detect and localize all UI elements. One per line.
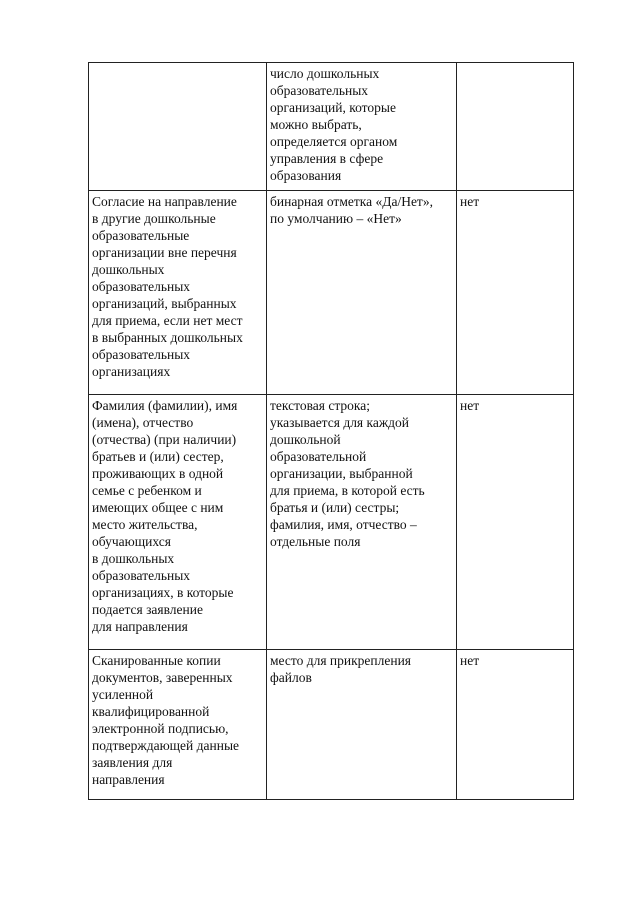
- field-format-cell: [267, 395, 457, 650]
- field-required-text: нет: [460, 194, 480, 209]
- table-row: [89, 395, 574, 650]
- field-format-cell: [267, 650, 457, 800]
- requirements-table: [88, 62, 574, 800]
- field-required-cell: [457, 650, 574, 800]
- field-name-cell: [89, 650, 267, 800]
- field-required-cell: [457, 395, 574, 650]
- field-name-text: Фамилия (фамилии), имя (имена), отчество (отчества) (при наличии) братьев и (или) сестер, проживающих в одной семье с ребенком и имеющих общее с ним место жительства, обучающихся в дошкольных образовательных организациях, в которые подается заявление для направления: [92, 398, 238, 634]
- field-format-text: число дошкольных образовательных организаций, которые можно выбрать, определяется органом управления в сфере образования: [270, 66, 398, 183]
- field-name-text: Согласие на направление в другие дошкольные образовательные организации вне перечня дошкольных образовательных организаций, выбранных для приема, если нет мест в выбранных дошкольных образовательных организациях: [92, 194, 243, 379]
- field-name-cell: [89, 63, 267, 191]
- field-required-text: нет: [460, 653, 480, 668]
- field-required-cell: [457, 63, 574, 191]
- table-row: [89, 63, 574, 191]
- field-name-cell: [89, 191, 267, 395]
- table-row: [89, 191, 574, 395]
- field-name-cell: [89, 395, 267, 650]
- field-format-text: место для прикрепления файлов: [270, 653, 412, 685]
- field-format-cell: [267, 63, 457, 191]
- field-required-cell: [457, 191, 574, 395]
- field-format-text: бинарная отметка «Да/Нет», по умолчанию – «Нет»: [270, 194, 433, 226]
- field-format-cell: [267, 191, 457, 395]
- table-row: [89, 650, 574, 800]
- field-name-text: Сканированные копии документов, заверенных усиленной квалифицированной электронной подписью, подтверждающей данные заявления для направления: [92, 653, 240, 787]
- field-format-text: текстовая строка; указывается для каждой дошкольной образовательной организации, выбранной для приема, в которой есть братья и (или) сестры; фамилия, имя, отчество – отдельные поля: [270, 398, 425, 549]
- field-required-text: нет: [460, 398, 480, 413]
